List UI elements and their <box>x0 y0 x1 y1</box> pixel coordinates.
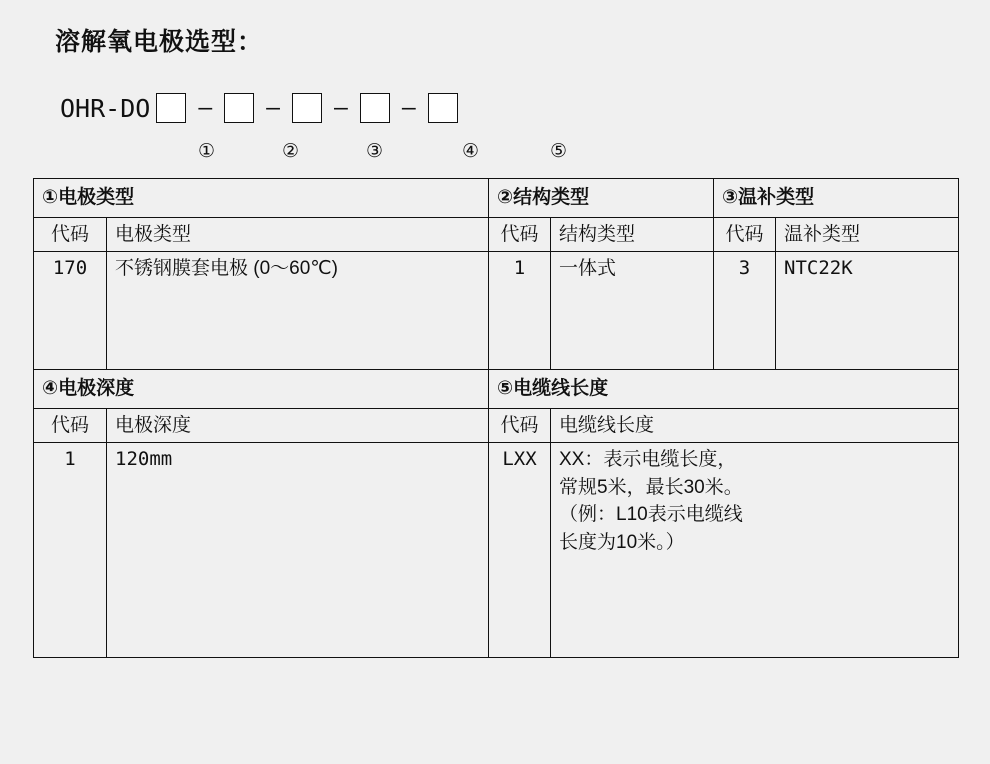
section-heading-structure-type: ②结构类型 <box>489 179 714 218</box>
spec-table <box>33 178 959 658</box>
colhdr-code-s4: 代码 <box>34 408 107 443</box>
cable-note-line-4: 长度为10米。） <box>559 531 685 553</box>
cell-name-s2: 一体式 <box>551 252 714 370</box>
colhdr-code-s5: 代码 <box>489 408 551 443</box>
cable-note-line-1: XX：表示电缆长度， <box>559 449 737 471</box>
model-prefix: OHR-DO <box>60 93 151 123</box>
model-dash-3: – <box>334 95 348 121</box>
cell-code-s2: 1 <box>489 252 551 370</box>
cable-note-line-3: （例：L10表示电缆线 <box>559 504 743 526</box>
colhdr-code-s2: 代码 <box>489 217 551 252</box>
section-heading-electrode-depth: ④电极深度 <box>34 370 489 409</box>
model-box-4[interactable] <box>360 93 390 123</box>
cell-code-s3: 3 <box>714 252 776 370</box>
colhdr-name-s4: 电极深度 <box>107 408 489 443</box>
model-box-5[interactable] <box>428 93 458 123</box>
table-row <box>34 408 959 443</box>
colhdr-name-s2: 结构类型 <box>551 217 714 252</box>
table-row <box>34 443 959 658</box>
colhdr-code-s1: 代码 <box>34 217 107 252</box>
table-row <box>34 370 959 409</box>
colhdr-name-s1: 电极类型 <box>107 217 489 252</box>
table-row <box>34 217 959 252</box>
model-marker-1: ① <box>198 141 216 162</box>
colhdr-code-s3: 代码 <box>714 217 776 252</box>
model-code-line <box>60 88 458 128</box>
model-dash-1: – <box>198 95 213 121</box>
model-marker-3: ③ <box>366 141 384 162</box>
cell-name-s3: NTC22K <box>776 252 959 370</box>
section-heading-cable-length: ⑤电缆线长度 <box>489 370 959 409</box>
cell-code-s4: 1 <box>34 443 107 658</box>
spec-table-wrap <box>33 178 958 658</box>
cell-name-s1: 不锈钢膜套电极 (0～60℃) <box>107 252 489 370</box>
section-heading-electrode-type: ①电极类型 <box>34 179 489 218</box>
model-box-3[interactable] <box>292 93 322 123</box>
model-marker-4: ④ <box>462 141 480 162</box>
cell-name-s5 <box>551 443 959 658</box>
model-marker-2: ② <box>282 141 300 162</box>
model-dash-4: – <box>401 95 416 121</box>
model-box-1[interactable] <box>156 93 186 123</box>
page-title: 溶解氧电极选型： <box>55 28 264 56</box>
cable-note-line-2: 常规5米，最长30米。 <box>559 476 743 498</box>
model-dash-2: – <box>266 95 281 121</box>
model-marker-5: ⑤ <box>550 141 568 162</box>
section-heading-temp-comp-type: ③温补类型 <box>714 179 959 218</box>
cell-code-s1: 170 <box>34 252 107 370</box>
table-row <box>34 252 959 370</box>
table-row <box>34 179 959 218</box>
cell-code-s5: LXX <box>489 443 551 658</box>
model-box-2[interactable] <box>224 93 254 123</box>
cell-name-s4: 120mm <box>107 443 489 658</box>
colhdr-name-s5: 电缆线长度 <box>551 408 959 443</box>
colhdr-name-s3: 温补类型 <box>776 217 959 252</box>
